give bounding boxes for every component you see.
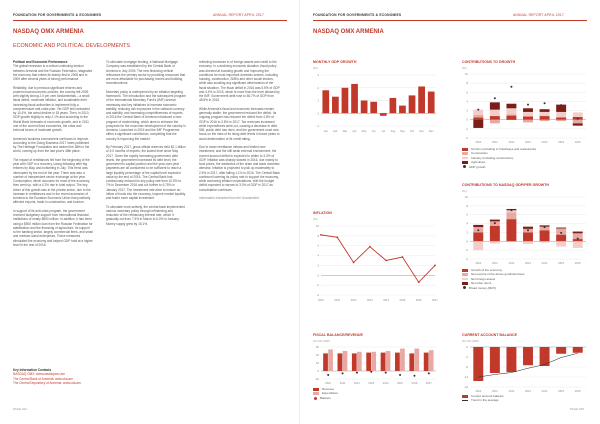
tick-label: -4	[465, 257, 468, 261]
contributions-chart	[462, 72, 588, 144]
legend-swatch	[462, 161, 468, 164]
tick-label: 2	[466, 108, 468, 113]
stacked-segment	[540, 230, 550, 241]
tick-label: -2	[465, 248, 468, 253]
tick-label: 3	[317, 73, 319, 77]
bar	[338, 353, 343, 371]
stacked-segment	[473, 117, 483, 119]
total-point	[560, 232, 562, 234]
legend-item	[462, 286, 525, 290]
paragraph: The impact of remittances fell from the beginning of the year with GDP in a recovery, losing following after big reforms by May, and bottoming in July. This trend was interrupted by the end of the year. There was also a number of independent sector exchange at the year. Consumption, which accounts for most of the economy, then went up, with a 4.3% rise in total output. The key driver of this growth was in the private sector, due to the increase in remittances and in the recent accession of Armenia to the Eurasian Economic Union that positively affected exports, trade in construction, and tourism.	[13, 157, 91, 205]
x-tick-label: Oct	[410, 130, 415, 133]
bar	[361, 101, 368, 114]
legend-label: Current account balance	[471, 394, 504, 398]
header-rule	[313, 20, 587, 21]
x-tick-label: 2012	[350, 299, 357, 302]
legend-swatch	[314, 397, 317, 400]
x-tick-label: Sep	[400, 130, 405, 133]
total-point	[560, 104, 562, 106]
bar	[429, 350, 434, 371]
x-tick-label: 2011	[492, 390, 498, 393]
x-tick-label: 2017	[432, 299, 438, 302]
stacked-segment	[506, 114, 516, 115]
header-right-label: ANNUAL REPORT APRIL 2017	[513, 13, 564, 17]
bar	[573, 347, 583, 353]
chart-unit: (% OF GDP)	[313, 339, 330, 343]
paragraph: To stimulate mortgage lending, a National Mortgage Company was established by the Central Bank of Armenia in July 2009. The new financing vehicle refinances the primary sector by providing resources that are more affordable for purchasing homes and building reconstructions.	[106, 60, 186, 86]
chart-title: MONTHLY GDP GROWTH	[313, 60, 357, 64]
stacked-segment	[540, 241, 550, 242]
paragraph-heading: Political and Economic Performance	[13, 60, 68, 64]
bar	[428, 92, 435, 114]
bar	[323, 353, 328, 371]
stacked-segment	[506, 108, 516, 114]
paragraph: reflecting increases in of foreign assets and credit to the economy. In a declining economic situation, fiscal policy was directed at boosting growth and improving the conditions for most important domestic sectors, including housing, construction, SMEs and other social sectors, while also avoiding any significant deterioration of the fiscal situation. The fiscal deficit in 2016 was 5.5% of GDP and 4.4% in 2015, which is more than the level allowed by the IMF. Government debt rose to 56.7% of GDP from 48.8% in 2015.	[199, 60, 280, 103]
x-tick-label: Jul	[381, 130, 385, 133]
paragraph: Reliability, due to previous significant reforms and prudent macroeconomic policies, the country left 2009 with slightly strong 2.9 per cent fundamentals – a small fiscal deficit, moderate inflation, and sustainable debt increasing fiscal authorities to implement fully a comprehensive anti-crisis plan. Yet GDP still contracted by 14.4%, the worst decline in 18 years. Then, in 2010, GDP growth slightly to only 2.1% and according to the World Bank forecasts of economic growth, and in 2011 one of the current fixed economies, the crisis and external forces of moderate growth.	[13, 85, 90, 132]
x-tick-label: 2010	[318, 299, 324, 302]
stacked-segment	[506, 116, 516, 120]
dem-legend	[462, 268, 525, 290]
bar	[506, 347, 516, 372]
tick-label: 10	[315, 361, 319, 365]
legend-swatch	[462, 273, 468, 276]
tick-label: -10	[314, 377, 319, 381]
bar	[332, 97, 339, 114]
text-column-3	[199, 60, 281, 205]
balance-point	[327, 374, 329, 376]
page-number: PAGE 025	[570, 407, 584, 411]
tick-label: 0	[317, 111, 319, 116]
stacked-segment	[490, 110, 500, 116]
contrib-legend	[462, 147, 536, 169]
balance-point	[370, 371, 372, 373]
legend-label: Net other items	[471, 281, 492, 286]
x-tick-label: Jun	[371, 130, 376, 133]
x-tick-label: Nov	[419, 130, 424, 133]
tick-label: -16	[463, 385, 468, 389]
tick-label: 2	[317, 263, 319, 268]
x-tick-label: 2011	[492, 141, 498, 144]
bar	[386, 351, 391, 371]
x-tick-label: 2016	[574, 390, 581, 393]
tick-label: 6	[466, 90, 468, 95]
chart-title: CURRENT ACCOUNT BALANCE	[462, 333, 517, 337]
data-point	[402, 256, 404, 258]
balance-point	[356, 372, 358, 374]
x-tick-label: 2011	[492, 262, 498, 265]
stacked-segment	[523, 227, 533, 229]
x-tick-label: 2015	[558, 262, 565, 265]
legend-swatch	[463, 286, 466, 289]
x-tick-label: 2012	[508, 262, 515, 265]
stacked-segment	[573, 232, 583, 234]
legend-label: Expenditure	[322, 391, 339, 396]
chart-title: FISCAL BALANCE/REVENUE	[313, 333, 363, 337]
total-point	[527, 229, 529, 231]
x-tick-label: 2010	[475, 390, 482, 393]
fiscal-legend	[313, 387, 338, 400]
tick-label: 0	[466, 239, 468, 244]
balance-point	[342, 372, 344, 374]
legend-swatch	[462, 395, 468, 398]
tick-label: 0	[317, 369, 319, 373]
x-tick-label: 2012	[354, 382, 360, 385]
x-tick-label: 2011	[339, 382, 346, 385]
chart-unit: (%)	[462, 189, 467, 193]
data-point	[418, 281, 420, 283]
x-tick-label: 2010	[475, 141, 482, 144]
legend-swatch	[462, 400, 468, 401]
legend-label: Net exports of the above goods/services	[471, 272, 525, 277]
page-subtitle: ECONOMIC AND POLITICAL DEVELOPMENTS	[13, 43, 130, 49]
stacked-segment	[473, 115, 483, 118]
tick-label: -4	[316, 293, 319, 297]
tick-label: 0	[466, 345, 468, 349]
contacts-block	[13, 368, 133, 385]
stacked-segment	[556, 120, 566, 121]
chart-title: CONTRIBUTIONS TO GROWTH	[462, 60, 516, 64]
stacked-segment	[523, 112, 533, 117]
legend-label: Growth of the economy	[471, 268, 503, 272]
paragraph: Monetary policy is underpinned by an inflation targeting framework. The introduction and the subsequent program of the International Monetary Fund’s (IMF) several necessary and key initiatives to increase economic stability, reducing risk exposures in the national currency and stability, and increasing competitiveness of exports. In 2016 the Central Bank of Armenia introduced a new program of modernizing, which aims to enhance the prospects for the economic development of the country in Armenia. Launched in 2016 and the IMF Programme offers a significant contribution, completing that the country is improving the market.	[106, 89, 186, 141]
contact-link-cba[interactable]: The Central Bank of Armenia: www.cba.am	[13, 376, 73, 381]
tick-label: 30	[315, 345, 319, 349]
stacked-segment	[490, 120, 500, 124]
bar	[328, 349, 333, 371]
ca-legend	[462, 394, 504, 403]
total-point	[544, 226, 546, 228]
stacked-segment	[490, 116, 500, 120]
x-tick-label: Apr	[352, 130, 357, 133]
paragraph: While Armenia’s fiscal and economic forecasts remain generally stable, the government reduced the deficit. Its ongoing program has reduced the deficit from 4.8% of GDP in 2016 to 2.8% in 2017. Tax revenues increased while expenditures were cut, causing a decrease in debt. Still, public debt has risen, and the government must now focus on the risks of its rising debt levels in future years to avoid deterioration of its credit rating.	[199, 106, 280, 141]
legend-label: Construction	[471, 151, 488, 156]
total-point	[510, 86, 512, 88]
balance-point	[385, 372, 387, 374]
bar	[523, 347, 533, 365]
balance-point	[399, 374, 401, 376]
tick-label: 4	[466, 221, 468, 226]
stacked-segment	[540, 120, 550, 121]
tick-label: 10	[464, 195, 468, 199]
x-tick-label: Jan	[323, 130, 328, 133]
header-left-label: FOUNDATION FOR GOVERNMENTS & ECONOMIES	[13, 13, 102, 17]
x-tick-label: 2014	[541, 390, 548, 393]
legend-swatch	[313, 392, 319, 395]
bar	[409, 95, 416, 113]
legend-label: Balance	[320, 395, 331, 400]
stacked-segment	[473, 120, 483, 128]
stacked-segment	[523, 117, 533, 120]
bar	[424, 353, 429, 371]
paragraph: In support of its anti-crisis program, the government received budgetary support from international financial institutions of nearly $850 million. In addition, it has been using a $500 million loan from the Russian Federation for stabilization and the financing of agriculture. Its support to the banking sector, largely commercial firms, and small and medium-sized enterprises. These measures stimulated the economy and helped GDP hold at a higher level in the rest of 2016.	[13, 208, 93, 247]
stacked-segment	[506, 213, 516, 220]
legend-label: Revenue	[322, 387, 335, 391]
chart-unit: (% OF GDP)	[462, 339, 479, 343]
stacked-segment	[573, 123, 583, 125]
bar	[357, 352, 362, 371]
x-tick-label: 2014	[383, 299, 390, 302]
legend-label: Tourism (including in hotel/ways and restaurants)	[471, 147, 537, 151]
bar	[418, 86, 425, 113]
x-tick-label: 2014	[541, 141, 548, 144]
bar	[490, 347, 500, 373]
bar	[343, 351, 348, 371]
x-tick-label: 2013	[525, 262, 531, 265]
bar	[352, 353, 357, 371]
legend-swatch	[463, 165, 466, 168]
legend-swatch	[462, 278, 468, 281]
current-account-chart	[462, 345, 588, 393]
text-column-1	[13, 60, 93, 251]
x-tick-label: 2016	[574, 262, 581, 265]
legend-label: Agriculture	[471, 160, 486, 165]
legend-label: Broad money (M2X)	[469, 285, 496, 290]
total-point	[510, 209, 512, 211]
chart-title: CONTRIBUTIONS TO NASDAQ GDP/PER GROWTH	[462, 183, 549, 187]
tick-label: 2	[466, 230, 468, 235]
tick-label: 2	[317, 85, 319, 90]
paragraph: Armenia’s business environment continues to improve. According to the Doing Business 2017 index published by The Heritage Foundation and ranked the 38th in the world, coming up from the last year’s 48th place.	[13, 136, 90, 154]
total-point	[477, 229, 479, 231]
chart-unit: (%)	[313, 217, 318, 221]
x-tick-label: 2013	[368, 382, 375, 385]
bar	[390, 98, 397, 113]
stacked-segment	[490, 241, 500, 243]
bar	[380, 113, 387, 116]
contact-link-nasdaq[interactable]: NASDAQ OMX: www.nasdaqomx.am	[13, 372, 66, 377]
x-tick-label: 2013	[525, 141, 531, 144]
tick-label: -4	[465, 136, 468, 140]
stacked-segment	[573, 112, 583, 117]
bar	[473, 347, 483, 381]
tick-label: -8	[465, 365, 468, 369]
stacked-segment	[540, 112, 550, 116]
legend-item	[462, 165, 536, 169]
tick-label: 0	[317, 273, 319, 278]
x-tick-label: Feb	[333, 130, 338, 133]
x-tick-label: 2015	[397, 382, 403, 385]
legend-swatch	[462, 282, 468, 285]
paragraph: Due to lower remittance inflows and limited new investment, and the still weak external environment, the current account deficit is expected to widen to 3.3% of GDP. Inflation was sharply slowed in 2016, due mainly to food prices, the weakness of the dram and slack domestic demand. Inflation is projected to pick up moderately to 2.5% in 2017, after falling 1.1% in 2016. The Central Bank continued lowering its policy rate to support the economy, while anchoring inflation expectations, with the budget deficit expected to narrow to 3.0% of GDP in 2017 as consolidation continues.	[199, 145, 280, 192]
stacked-segment	[473, 225, 483, 227]
stacked-segment	[523, 120, 533, 123]
x-tick-label: Mar	[342, 130, 348, 133]
stacked-segment	[490, 220, 500, 222]
tick-label: -12	[463, 375, 468, 379]
tick-label: 0	[466, 117, 468, 122]
data-point	[385, 260, 387, 262]
contacts-heading: Key Information Contacts	[13, 368, 52, 372]
x-tick-label: May	[361, 130, 367, 133]
text-column-2	[106, 60, 186, 230]
data-point	[353, 262, 355, 264]
stacked-segment	[540, 116, 550, 120]
total-point	[577, 118, 579, 120]
paragraph: The global recession is a critical continuing tension between Armenia and the Russian Federation, stagnated the economy that enters its twenty-first in 2008 and in 2009 after several years of strong performance.	[13, 64, 93, 81]
bar	[381, 353, 386, 371]
stacked-segment	[556, 112, 566, 117]
x-tick-label: 2010	[325, 382, 332, 385]
stacked-segment	[473, 241, 483, 250]
right-page	[300, 0, 600, 424]
bar	[400, 349, 405, 371]
tick-label: 8	[317, 233, 319, 238]
bar	[322, 90, 329, 113]
balance-point	[413, 375, 415, 377]
legend-item	[313, 396, 338, 400]
chart-title: INFLATION	[313, 211, 332, 215]
stacked-segment	[573, 120, 583, 124]
gdp-demand-contributions-chart	[462, 195, 588, 265]
tick-label: -1	[316, 124, 319, 128]
stacked-segment	[490, 226, 500, 241]
total-point	[577, 238, 579, 240]
data-point	[320, 234, 322, 236]
tick-label: 4	[466, 99, 468, 104]
stacked-segment	[573, 241, 583, 248]
total-point	[494, 222, 496, 224]
total-point	[494, 97, 496, 99]
paragraph: To stimulate more actively, the central bank implemented various monetary policy through refinancing and reduction of the refinancing interest rate, which it gradually cut from 7.5% in March to 6.0% in January. Money supply grew by 16.1%.	[106, 204, 185, 226]
tick-label: 4	[317, 253, 319, 258]
header-rule	[13, 20, 287, 21]
bar	[395, 353, 400, 371]
stacked-segment	[523, 108, 533, 112]
x-tick-label: 2015	[558, 141, 565, 144]
tick-label: 6	[317, 243, 319, 248]
source-note: Information extracted from the Grantseeker.	[199, 196, 260, 200]
bar	[351, 84, 358, 113]
stacked-segment	[523, 232, 533, 241]
chart-unit: (%)	[313, 66, 318, 70]
page-title: NASDAQ OMX ARMENIA	[13, 29, 84, 35]
page-number: PAGE 024	[13, 407, 27, 411]
legend-label: Industry (including construction)	[471, 155, 514, 160]
stacked-segment	[540, 109, 550, 112]
legend-label: GDP growth	[469, 164, 486, 169]
data-point	[369, 246, 371, 248]
x-tick-label: 2013	[525, 390, 531, 393]
total-point	[477, 109, 479, 111]
x-tick-label: 2016	[411, 382, 418, 385]
legend-swatch	[462, 152, 468, 155]
legend-swatch	[462, 269, 468, 272]
x-tick-label: 2014	[382, 382, 389, 385]
stacked-segment	[523, 241, 533, 244]
fiscal-balance-chart	[313, 345, 438, 385]
tick-label: 20	[315, 353, 319, 357]
x-tick-label: 2015	[558, 390, 565, 393]
legend-label: Net foreign assets	[471, 276, 496, 281]
x-tick-label: 2016	[574, 141, 581, 144]
stacked-segment	[506, 219, 516, 241]
tick-label: 8	[466, 203, 468, 208]
page-title: NASDAQ OMX ARMENIA	[313, 29, 384, 35]
stacked-segment	[506, 104, 516, 109]
x-tick-label: Aug	[390, 130, 396, 133]
tick-label: -4	[465, 355, 468, 359]
x-tick-label: 2016	[415, 299, 422, 302]
x-tick-label: 2012	[508, 390, 515, 393]
x-tick-label: 2012	[508, 141, 515, 144]
paragraph: By February 2017, gross official reserves held $2.1 billion or 5.0 months of imports, the lowest level since May 2017. Given the rapidly increasing government debt levels, the government increased its debt level, the government’s capital position and the year-over-year payments are all considered to be sufficient to reach a large liquidity percentage of the capital level expected value by the end of 2016. The Central Bank has continuously reduced its key policy rate from 10.5% to 7% in December 2016 and cut further to 6.75% in January 2017. The investment rate aims to ensure an inflow of funds into the economy, improve market liquidity and foster more capital investment.	[106, 145, 186, 200]
x-tick-label: 2015	[399, 299, 406, 302]
tick-label: 1	[317, 98, 319, 103]
header-right-label: ANNUAL REPORT APRIL 2017	[213, 13, 264, 17]
inflation-chart	[313, 223, 438, 303]
bar	[409, 353, 414, 371]
bar	[414, 349, 419, 371]
total-point	[527, 104, 529, 106]
stacked-segment	[490, 102, 500, 109]
gdp-growth-chart	[313, 72, 438, 134]
tick-label: 6	[466, 212, 468, 217]
header-left-label: FOUNDATION FOR GOVERNMENTS & ECONOMIES	[313, 13, 402, 17]
stacked-segment	[556, 241, 566, 246]
legend-swatch	[462, 148, 468, 151]
stacked-segment	[556, 117, 566, 119]
tick-label: -2	[465, 126, 468, 131]
stacked-segment	[556, 228, 566, 229]
x-tick-label: 2017	[425, 382, 432, 385]
legend-label: Trend in the average	[471, 398, 499, 403]
legend-item	[462, 398, 504, 402]
contact-link-cda[interactable]: The Central Depository of Armenia: www.cda.am	[13, 380, 81, 385]
bar	[556, 347, 566, 354]
data-point	[434, 265, 436, 267]
legend-swatch	[462, 157, 468, 160]
legend-swatch	[313, 388, 319, 391]
x-tick-label: 2013	[366, 299, 373, 302]
bar	[371, 352, 376, 371]
x-tick-label: 2010	[475, 262, 482, 265]
x-tick-label: 2014	[541, 262, 548, 265]
tick-label: 10	[315, 224, 319, 228]
chart-unit: (%)	[462, 66, 467, 70]
tick-label: 8	[466, 81, 468, 86]
bar	[342, 88, 349, 114]
tick-label: 10	[464, 72, 468, 76]
x-tick-label: 2011	[334, 299, 341, 302]
tick-label: -2	[316, 283, 319, 288]
total-point	[544, 102, 546, 104]
bar	[399, 106, 406, 114]
x-tick-label: Dec	[428, 130, 434, 133]
stacked-segment	[556, 235, 566, 242]
stacked-segment	[473, 232, 483, 241]
bar	[366, 353, 371, 371]
bar	[370, 102, 377, 113]
balance-point	[428, 372, 430, 374]
data-point	[336, 236, 338, 238]
